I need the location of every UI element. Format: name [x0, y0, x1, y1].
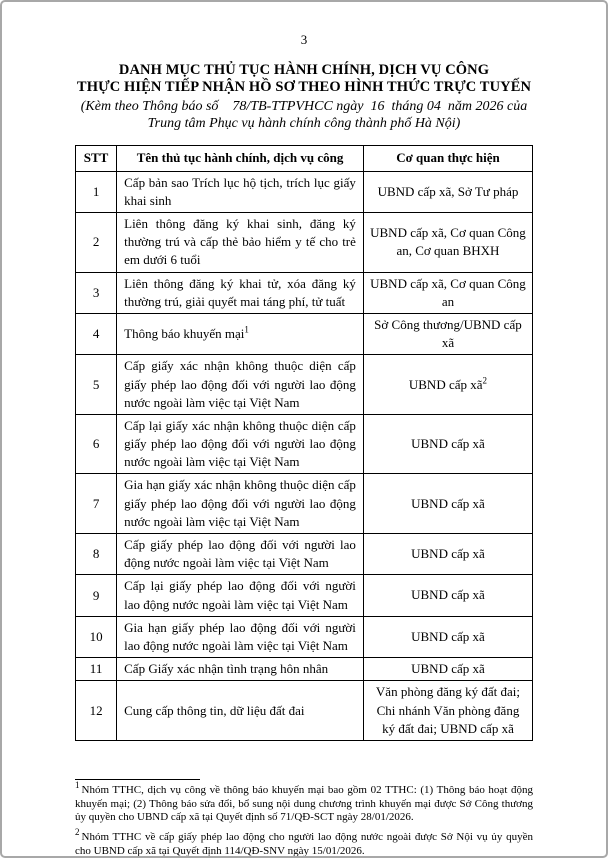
table-row [76, 658, 533, 681]
row-agency: Văn phòng đăng ký đất đai; Chi nhánh Văn phòng đăng ký đất đai; UBND cấp xã [363, 681, 532, 741]
row-stt: 10 [76, 616, 117, 657]
page-content [75, 32, 533, 858]
row-agency: UBND cấp $xã^2$ [363, 355, 532, 415]
row-stt: 8 [76, 534, 117, 575]
footnote-marker: 1 [75, 780, 80, 791]
row-agency: UBND cấp xã [363, 616, 532, 657]
footnote-marker: 2 [75, 827, 80, 838]
row-procedure-name: Thông báo khuyến mại$^1$ [117, 313, 364, 354]
col-header-stt: STT [76, 146, 117, 171]
row-procedure-name: Cấp giấy phép lao động đối với người lao động nước ngoài làm việc tại Việt Nam [117, 534, 364, 575]
table-row [76, 313, 533, 354]
row-procedure-name: Cung cấp thông tin, dữ liệu đất đai [117, 681, 364, 741]
table-row [76, 474, 533, 534]
row-stt: 5 [76, 355, 117, 415]
table-row [76, 414, 533, 474]
footnote-divider [75, 779, 200, 780]
row-stt: 9 [76, 575, 117, 616]
row-procedure-name: Gia hạn giấy phép lao động đối với người lao động nước ngoài làm việc tại Việt Nam [117, 616, 364, 657]
row-agency: UBND cấp xã, Sở Tư pháp [363, 171, 532, 212]
row-agency: UBND cấp xã [363, 534, 532, 575]
page-number: 3 [300, 32, 308, 47]
row-procedure-name: Cấp bản sao Trích lục hộ tịch, trích lục giấy khai sinh [117, 171, 364, 212]
row-procedure-name: Cấp lại giấy phép lao động đối với người lao động nước ngoài làm việc tại Việt Nam [117, 575, 364, 616]
row-stt: 6 [76, 414, 117, 474]
row-procedure-name: Gia hạn giấy xác nhận không thuộc diện cấp giấy phép lao động đối với người lao động nước ngoài làm việc tại Việt Nam [117, 474, 364, 534]
row-procedure-name: Cấp Giấy xác nhận tình trạng hôn nhân [117, 658, 364, 681]
row-stt: 3 [76, 272, 117, 313]
col-header-agency: Cơ quan thực hiện [363, 146, 532, 171]
title-line-1: DANH MỤC THỦ TỤC HÀNH CHÍNH, DỊCH VỤ CÔNG [118, 62, 490, 78]
table-row [76, 171, 533, 212]
row-agency: UBND cấp xã [363, 575, 532, 616]
footnotes-section [75, 779, 533, 858]
row-agency: UBND cấp xã [363, 658, 532, 681]
row-agency: UBND cấp xã [363, 414, 532, 474]
row-agency: UBND cấp xã [363, 474, 532, 534]
footnote-text: Nhóm TTHC về cấp giấy phép lao động cho người lao động nước ngoài được Sở Nội vụ ủy quyền cho UBND cấp xã tại Quyết định 114/QĐ-SNV ngày 15/01/2026. [75, 831, 533, 857]
table-row [76, 575, 533, 616]
row-stt: 1 [76, 171, 117, 212]
table-row [76, 355, 533, 415]
footnote-2 [75, 827, 533, 858]
document-subtitle [75, 98, 533, 132]
row-agency: Sở Công thương/UBND cấp xã [363, 313, 532, 354]
row-procedure-name: Liên thông đăng ký khai tử, xóa đăng ký thường trú, giải quyết mai táng phí, tử tuất [117, 272, 364, 313]
footnote-ref: 2 [482, 375, 488, 386]
subtitle-line-2: Trung tâm Phục vụ hành chính công thành phố Hà Nội) [147, 116, 461, 132]
table-row [76, 681, 533, 741]
row-stt: 11 [76, 658, 117, 681]
row-stt: 7 [76, 474, 117, 534]
col-header-procedure: Tên thủ tục hành chính, dịch vụ công [117, 146, 364, 171]
procedures-table [75, 145, 533, 741]
table-row [76, 213, 533, 273]
document-title [75, 62, 533, 96]
title-line-2: THỰC HIỆN TIẾP NHẬN HỒ SƠ THEO HÌNH THỨC TRỰC TUYẾN [76, 79, 532, 96]
footnote-text: Nhóm TTHC, dịch vụ công về thông báo khuyến mại bao gồm 02 TTHC: (1) Thông báo hoạt động khuyến mại; (2) Thông báo sửa đổi, bổ sung nội dung chương trình khuyến mại được Sở Công thương ủy quyền cho UBND cấp xã tại Quyết định số 71/QĐ-SCT ngày 28/01/2026. [75, 783, 533, 824]
subtitle-line-1: (Kèm theo Thông báo số 78/TB-TTPVHCC ngày 16 tháng 04 năm 2026 của [80, 99, 528, 115]
row-procedure-name: Cấp lại giấy xác nhận không thuộc diện cấp giấy phép lao động đối với người lao động nước ngoài làm việc tại Việt Nam [117, 414, 364, 474]
table-row [76, 272, 533, 313]
table-row [76, 534, 533, 575]
footnote-ref: 1 [244, 324, 249, 335]
table-row [76, 616, 533, 657]
row-stt: 4 [76, 313, 117, 354]
row-stt: 2 [76, 213, 117, 273]
row-agency: UBND cấp xã, Cơ quan Công an [363, 272, 532, 313]
row-procedure-name: Cấp giấy xác nhận không thuộc diện cấp giấy phép lao động đối với người lao động nước ngoài làm việc tại Việt Nam [117, 355, 364, 415]
row-procedure-name: Liên thông đăng ký khai sinh, đăng ký thường trú và cấp thẻ bảo hiểm y tế cho trẻ em dưới 6 tuổi [117, 213, 364, 273]
footnote-1 [75, 780, 533, 825]
row-agency: UBND cấp xã, Cơ quan Công an, Cơ quan BHXH [363, 213, 532, 273]
row-stt: 12 [76, 681, 117, 741]
table-header-row [76, 146, 533, 171]
